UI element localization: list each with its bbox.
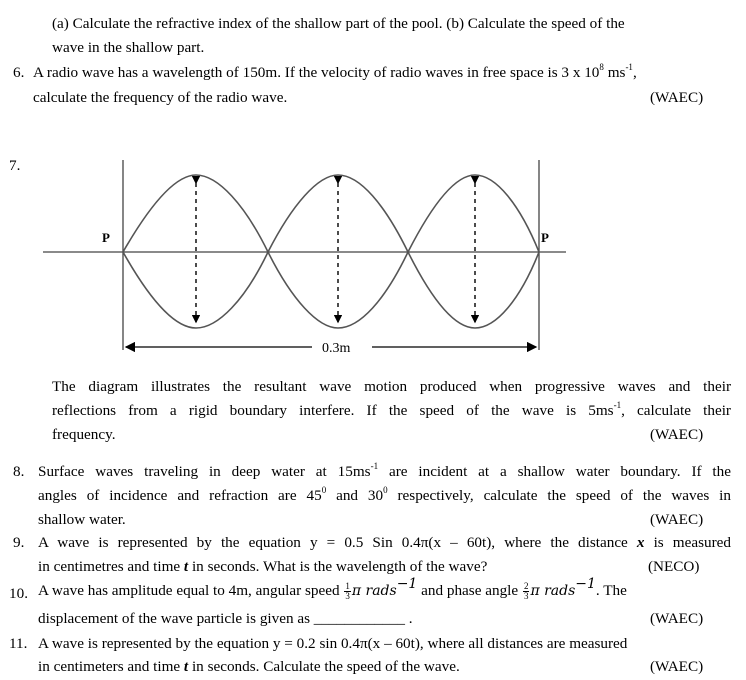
q10-number: 10. [9,585,28,602]
point-p-left-label: P [102,230,110,245]
q7-line-3: frequency. [52,426,116,443]
q9-var-x: x [636,534,645,551]
q7-text-a: reflections from a rigid boundary interfere. If the speed of the wave is 5ms [52,402,614,419]
q10-frac2-num: 2 [523,581,529,592]
q10-frac1-den: 3 [345,591,350,602]
q8-text-a: Surface waves traveling in deep water at 15ms [38,463,371,480]
point-p-right-label: P [541,230,549,245]
q11-line-2 [38,657,460,676]
q11-number: 11. [9,635,28,652]
q10-text-b: and phase angle [417,582,522,599]
q8-line-3: shallow water. [38,511,126,528]
q8-exp-deg2: 0 [383,484,388,495]
q6-number: 6. [13,64,25,81]
q6-source: (WAEC) [650,89,704,106]
q8-text-c: angles of incidence and refraction are 45 [38,487,322,504]
q11-source: (WAEC) [650,658,704,675]
q11-text-a: in centimeters and time [38,658,184,675]
q8-exp: -1 [370,460,379,471]
q10-math-2: π rads [530,583,576,599]
q11-var-t: t [183,658,189,675]
q8-line-1 [38,462,731,481]
q9-text-c: in centimetres and time [38,558,184,575]
q7-text-b: , calculate their [621,402,731,419]
q9-text-d: in seconds. What is the wavelength of the wave? [188,558,488,575]
q10-frac1-num: 1 [345,581,350,592]
q8-text-e: respectively, calculate the speed of the waves in [387,487,731,504]
q9-number: 9. [13,534,25,551]
q10-text-a: A wave has amplitude equal to 4m, angular speed [38,582,344,599]
q6-text-c: , [632,64,637,81]
q10-math-1-exp: −1 [396,575,418,592]
q7-line-2 [52,401,731,420]
q10-math-1: π rads [351,583,397,599]
wave-loop-lower-3 [408,252,539,328]
q10-line-2: displacement of the wave particle is given as ____________ . [38,610,413,627]
q10-fraction-1 [344,582,351,601]
q6-exp-minus1: -1 [625,61,633,72]
q8-exp-deg1: 0 [321,484,327,495]
wave-loop-upper-3 [408,175,539,252]
q6-text-a: A radio wave has a wavelength of 150m. If the velocity of radio waves in free space is 3 x 10 [33,64,600,81]
q7-exp: -1 [613,399,622,410]
distance-label: 0.3m [322,341,351,356]
q9-source: (NECO) [648,558,700,575]
q6-line-2: calculate the frequency of the radio wave. [33,89,288,106]
q9-line-2 [38,557,487,576]
q8-text-d: and 30 [326,487,384,504]
q10-frac2-den: 3 [523,591,529,602]
q9-text-b: is measured [644,534,731,551]
intro-line-1: (a) Calculate the refractive index of the shallow part of the pool. (b) Calculate the speed of the [52,15,625,32]
q10-text-c: . The [595,582,627,599]
q7-source: (WAEC) [650,426,704,443]
intro-line-2: wave in the shallow part. [52,39,205,56]
q8-text-b: are incident at a shallow water boundary. If the [378,463,731,480]
q9-line-1 [38,533,731,552]
q6-text-b: ms [603,64,626,81]
q9-text-a: A wave is represented by the equation y = 0.5 Sin 0.4π(x – 60t), where the distance [38,534,637,551]
q8-number: 8. [13,463,25,480]
q10-line-1 [38,575,627,602]
q10-source: (WAEC) [650,610,704,627]
q6-exp-8: 8 [599,61,604,72]
q11-text-b: in seconds. Calculate the speed of the wave. [188,658,460,675]
q7-number: 7. [9,157,21,174]
q8-source: (WAEC) [650,511,704,528]
q8-line-2 [38,486,731,505]
q7-line-1: The diagram illustrates the resultant wave motion produced when progressive waves and their [52,378,731,395]
q10-fraction-2 [523,582,530,601]
q11-line-1: A wave is represented by the equation y = 0.2 sin 0.4π(x – 60t), where all distances are measured [38,635,628,652]
q9-var-t: t [183,558,189,575]
q10-math-2-exp: −1 [575,575,596,592]
